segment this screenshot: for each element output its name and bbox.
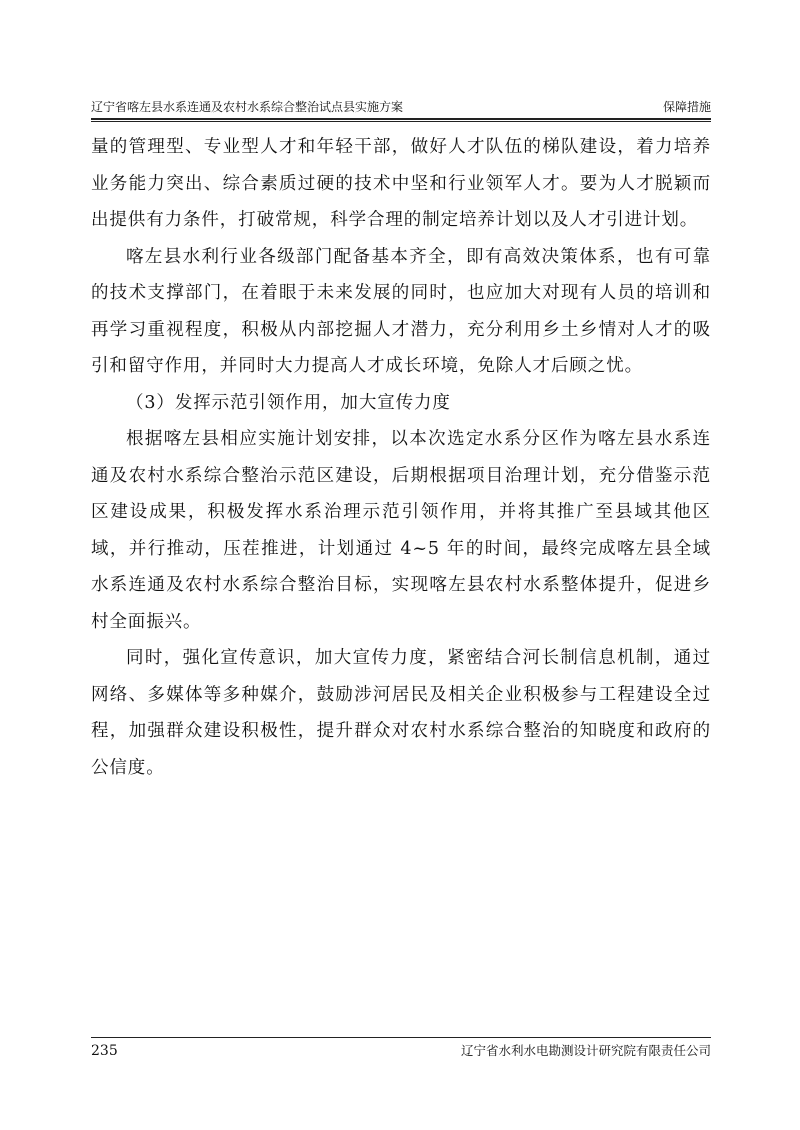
paragraph: 根据喀左县相应实施计划安排，以本次选定水系分区作为喀左县水系连通及农村水系综合整治示范区建设，后期根据项目治理计划，充分借鉴示范区建设成果，积极发挥水系治理示范引领作用，并将其推广至县域其他区域，并行推动，压茬推进，计划通过 4~5 年的时间，最终完成喀左县全域水系连通及农村水系综合整治目标，实现喀左县农村水系整体提升，促进乡村全面振兴。 [91, 429, 711, 632]
header-divider-thin [91, 121, 711, 122]
footer-divider [91, 1037, 711, 1038]
page-header [91, 98, 711, 116]
page-footer [91, 1041, 711, 1061]
header-divider [91, 118, 711, 120]
document-title: 辽宁省喀左县水系连通及农村水系综合整治试点县实施方案 [91, 100, 404, 114]
organization-name: 辽宁省水利水电勘测设计研究院有限责任公司 [460, 1043, 711, 1058]
section-title: 保障措施 [662, 100, 711, 114]
page-number: 235 [91, 1043, 118, 1059]
paragraph-continued: 量的管理型、专业型人才和年轻干部，做好人才队伍的梯队建设，着力培养业务能力突出、综合素质过硬的技术中坚和行业领军人才。要为人才脱颖而出提供有力条件，打破常规，科学合理的制定培养计划以及人才引进计划。 [91, 137, 711, 230]
page-body [91, 129, 711, 786]
paragraph: 同时，强化宣传意识，加大宣传力度，紧密结合河长制信息机制，通过网络、多媒体等多种媒介，鼓励涉河居民及相关企业积极参与工程建设全过程，加强群众建设积极性，提升群众对农村水系综合整治的知晓度和政府的公信度。 [91, 648, 711, 778]
paragraph: 喀左县水利行业各级部门配备基本齐全，即有高效决策体系，也有可靠的技术支撑部门，在着眼于未来发展的同时，也应加大对现有人员的培训和再学习重视程度，积极从内部挖掘人才潜力，充分利用乡土乡情对人才的吸引和留守作用，并同时大力提高人才成长环境，免除人才后顾之忧。 [91, 246, 711, 376]
subsection-heading: （3）发挥示范引领作用，加大宣传力度 [126, 392, 451, 413]
